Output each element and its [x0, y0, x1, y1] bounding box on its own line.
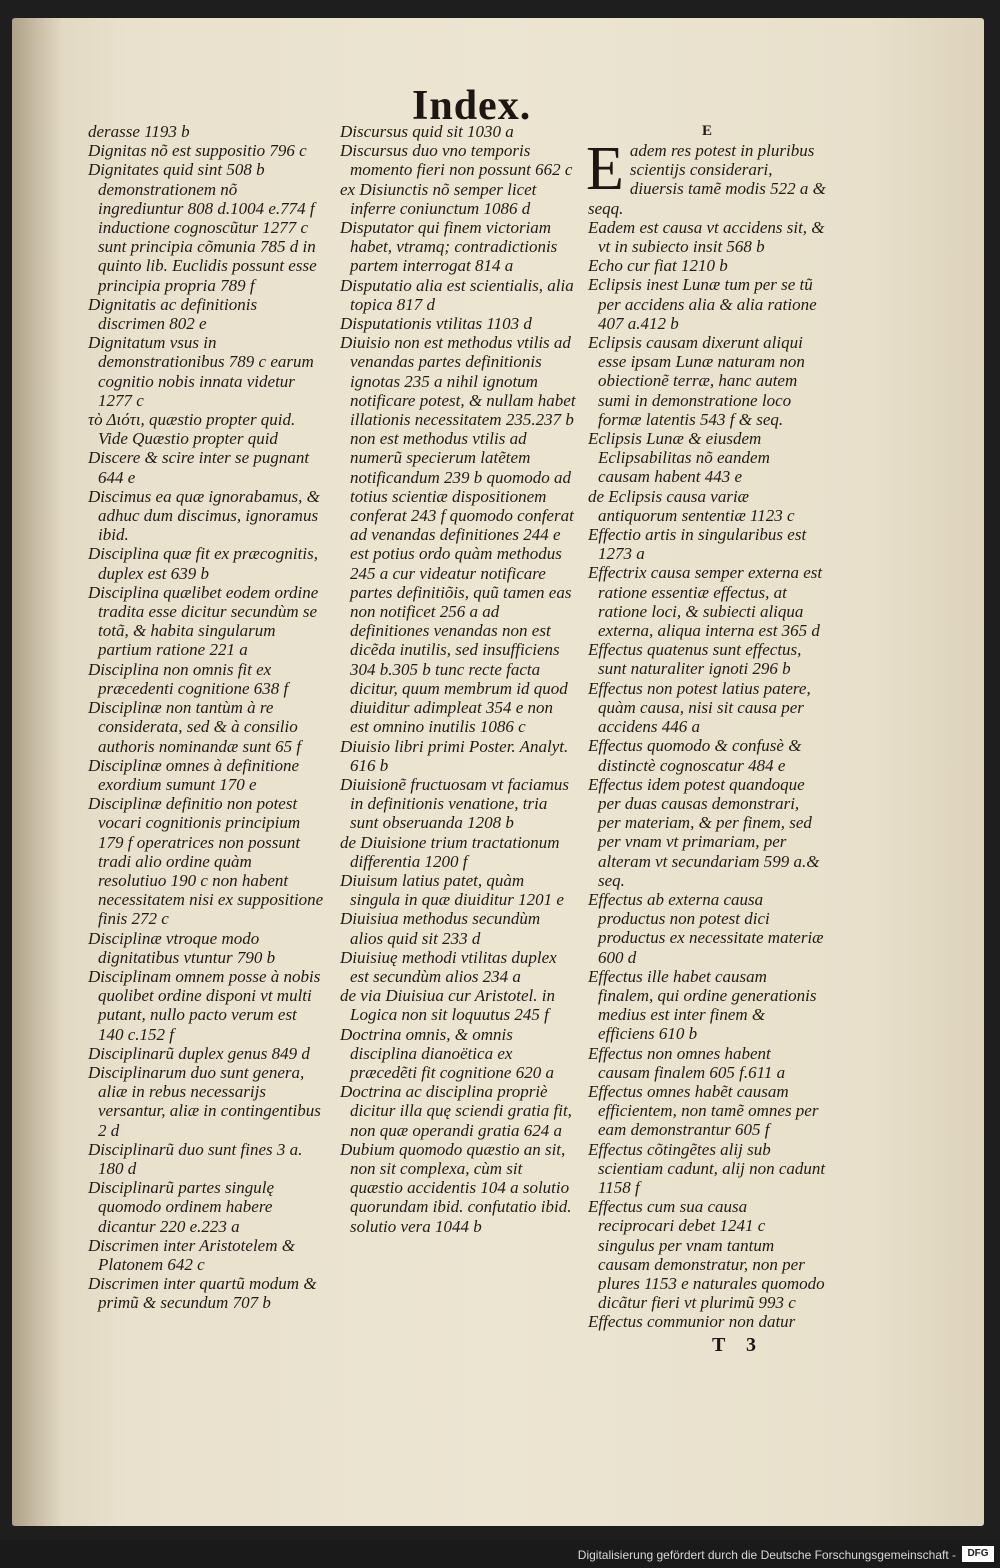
index-entry: Effectus non potest latius patere, quàm causa, nisi sit causa per accidens 446 a [588, 678, 811, 737]
index-entry: Effectus cum sua causa reciprocari debet 1241 c singulus per vnam tantum causam demonstratur, non per plures 1153 e naturales quomodo dicãtur fieri vt plurimũ 993 c [588, 1197, 825, 1313]
index-entry: derasse 1193 b [88, 122, 190, 141]
index-entry: Discursus duo vno temporis momento fieri non possunt 662 c [340, 141, 573, 180]
index-entry: Disciplinarũ duo sunt fines 3 a. 180 d [88, 1139, 303, 1178]
index-entry: Disciplinæ omnes à definitione exordium sumunt 170 e [88, 755, 300, 794]
index-entry: Disputator qui finem victoriam habet, vtramq; contradictionis partem interrogat 814 a [340, 218, 558, 276]
index-entry: Disputationis vtilitas 1103 d [340, 314, 532, 334]
index-entry: ex Disiunctis nõ semper licet inferre coniunctum 1086 d [340, 179, 537, 218]
index-entry: Disputatio alia est scientialis, alia topica 817 d [340, 275, 574, 314]
index-entry: Effectus ab externa causa productus non potest dici productus ex necessitate materiæ 600 d [588, 889, 824, 967]
index-entry: Disciplina quælibet eodem ordine tradita esse dicitur secundùm se totã, & habita singularum partium ratione 221 a [88, 582, 319, 660]
index-entry: Disciplinæ non tantùm à re considerata, sed & à consilio authoris nominandæ sunt 65 f [88, 698, 302, 756]
index-entry: Diuisiuę methodi vtilitas duplex est secundùm alios 234 a [340, 947, 557, 986]
footer-bar [0, 1540, 1000, 1568]
index-entry: de via Diuisiua cur Aristotel. in Logica non sit loquutus 245 f [340, 986, 556, 1025]
index-entry: Eclipsis Lunæ & eiusdem Eclipsabilitas nõ eandem causam habent 443 e [588, 429, 770, 487]
index-entry: Effectus idem potest quandoque per duas causas demonstrari, per materiam, & per finem, sed per vnam vt primariam, per alteram vt secundariam 599 a.& seq. [588, 774, 820, 890]
gutter-shadow [12, 18, 62, 1526]
index-entry: Effectio artis in singularibus est 1273 a [588, 525, 807, 564]
footer-credit: Digitalisierung gefördert durch die Deutsche Forschungsgemeinschaft - [577, 1548, 956, 1562]
index-entry: Dignitates quid sint 508 b demonstrationem nõ ingrediuntur 808 d.1004 e.774 f inductione cognoscũtur 1277 c sunt principia cõmunia 785 d in quinto lib. Euclidis possunt esse principia propria 789 f [88, 160, 317, 295]
first-entry-text: adem res potest in pluribus scientijs considerari, diuersis tamẽ modis 522 a & seqq. [588, 141, 826, 218]
drop-cap: E [586, 135, 624, 203]
index-entry: Disciplinarũ duplex genus 849 d [88, 1043, 310, 1063]
index-entry: Echo cur fiat 1210 b [588, 256, 728, 276]
index-entry: Disciplina non omnis fit ex præcedenti cognitione 638 f [88, 659, 289, 698]
index-column-3 [588, 122, 826, 1332]
index-entry: Disciplinarũ partes singulę quomodo ordinem habere dicantur 220 e.223 a [88, 1178, 275, 1236]
index-entry: Effectus communior non datur [588, 1312, 796, 1332]
index-entry: Disciplinæ vtroque modo dignitatibus vtuntur 790 b [88, 928, 276, 967]
index-entry: de Eclipsis causa variæ antiquorum sententiæ 1123 c [588, 486, 795, 525]
index-entry: Discimus ea quæ ignorabamus, & adhuc dum discimus, ignoramus ibid. [88, 486, 320, 545]
index-entry: Disciplinarum duo sunt genera, aliæ in rebus necessarijs versantur, aliæ in contingentibus 2 d [88, 1062, 321, 1140]
index-entry: Dignitatum vsus in demonstrationibus 789 c earum cognitio nobis innata videtur 1277 c [88, 333, 314, 410]
index-entry: Dubium quomodo quæstio an sit, non sit complexa, cùm sit quæstio accidentis 104 a solutio quorundam ibid. confutatio ibid. solutio vera 1044 b [340, 1139, 572, 1236]
index-entry: Disciplinæ definitio non potest vocari cognitionis principium 179 f operatrices non possunt tradi alio ordine quàm resolutiuo 190 c non habent necessitatem nisi ex suppositione finis 272 c [88, 794, 324, 929]
index-column-1 [88, 122, 324, 1313]
index-entry: Discursus quid sit 1030 a [340, 122, 514, 141]
index-entry: τὸ Διότι, quæstio propter quid. Vide Quæstio propter quid [88, 410, 296, 449]
index-entry: Diuisio non est methodus vtilis ad venandas partes definitionis ignotas 235 a nihil ignotum notificare potest, & nullam habet illationis necessitatem 235.237 b non est methodus vtilis ad numerũ specierum latẽtem notificandum 239 b quomodo ad totius scientiæ dispositionem conferat 243 f quomodo conferat ad venandas definitiones 244 e est potius ordo quàm methodus 245 a cur videatur notificare partes definitiõis, quũ tamen eas non notificet 256 a ad definitiones venandas non est dicẽda inutilis, sed insufficiens 304 b.305 b tunc recte facta dicitur, quum membrum id quod diuiditur adimpleat 354 e non est omnino inutilis 1086 c [340, 333, 576, 737]
index-entry: Diuisio libri primi Poster. Analyt. 616 b [340, 736, 569, 775]
dfg-logo: DFG [962, 1546, 994, 1562]
index-entry-first [586, 135, 826, 218]
index-entry: Diuisionẽ fructuosam vt faciamus in definitionis venatione, tria sunt obseruanda 1208 b [340, 774, 570, 833]
index-entry: Discrimen inter quartũ modum & primũ & secundum 707 b [88, 1274, 317, 1313]
index-entry: Eadem est causa vt accidens sit, & vt in subiecto insit 568 b [588, 217, 825, 257]
index-entry: Doctrina omnis, & omnis disciplina dianoëtica ex præcedẽti fit cognitione 620 a [340, 1024, 554, 1082]
signature-mark: T 3 [712, 1334, 764, 1356]
section-letter: E [701, 123, 712, 139]
index-entry: Effectus quatenus sunt effectus, sunt naturaliter ignoti 296 b [588, 640, 802, 679]
index-entry: Effectus quomodo & confusè & distinctè cognoscatur 484 e [588, 736, 802, 775]
index-entry: Discrimen inter Aristotelem & Platonem 642 c [88, 1235, 295, 1274]
index-entry: Discere & scire inter se pugnant 644 e [88, 448, 310, 487]
index-entry: Doctrina ac disciplina propriè dicitur illa quę sciendi gratia fit, non quæ operandi gratia 624 a [340, 1082, 572, 1140]
index-entry: Eclipsis causam dixerunt aliqui esse ipsam Lunæ naturam non obiectionẽ terræ, hanc autem sumi in demonstratione loco formæ latentis 543 f & seq. [588, 333, 805, 429]
index-entry: Disciplinam omnem posse à nobis quolibet ordine disponi vt multi putant, nullo pacto verum est 140 c.152 f [88, 966, 321, 1044]
index-entry: Effectus cõtingẽtes alij sub scientiam cadunt, alij non cadunt 1158 f [588, 1139, 826, 1197]
index-entry: Disciplina quæ fit ex præcognitis, duplex est 639 b [88, 544, 318, 583]
index-entry: Dignitatis ac definitionis discrimen 802 e [88, 294, 258, 334]
index-entry: Eclipsis inest Lunæ tum per se tũ per accidens alia & alia ratione 407 a.412 b [588, 275, 817, 333]
index-entry: de Diuisione trium tractationum differentia 1200 f [340, 832, 560, 871]
index-entry: Dignitas nõ est suppositio 796 c [88, 141, 307, 161]
index-entry: Effectus omnes habẽt causam efficientem, non tamẽ omnes per eam demonstrantur 605 f [588, 1081, 819, 1140]
index-entry: Effectrix causa semper externa est ratione essentiæ effectus, at ratione loci, & subiecti aliqua externa, aliqua interna est 365 d [588, 563, 823, 641]
index-entry: Diuisum latius patet, quàm singula in quæ diuiditur 1201 e [340, 870, 564, 910]
index-column-2 [340, 122, 576, 1236]
page-title: Index. [412, 83, 532, 129]
index-entry: Diuisiua methodus secundùm alios quid sit 233 d [340, 909, 541, 948]
index-entry: Effectus ille habet causam finalem, qui ordine generationis medius est inter finem & efficiens 610 b [588, 966, 817, 1044]
index-entry: Effectus non omnes habent causam finalem 605 f.611 a [588, 1043, 786, 1082]
